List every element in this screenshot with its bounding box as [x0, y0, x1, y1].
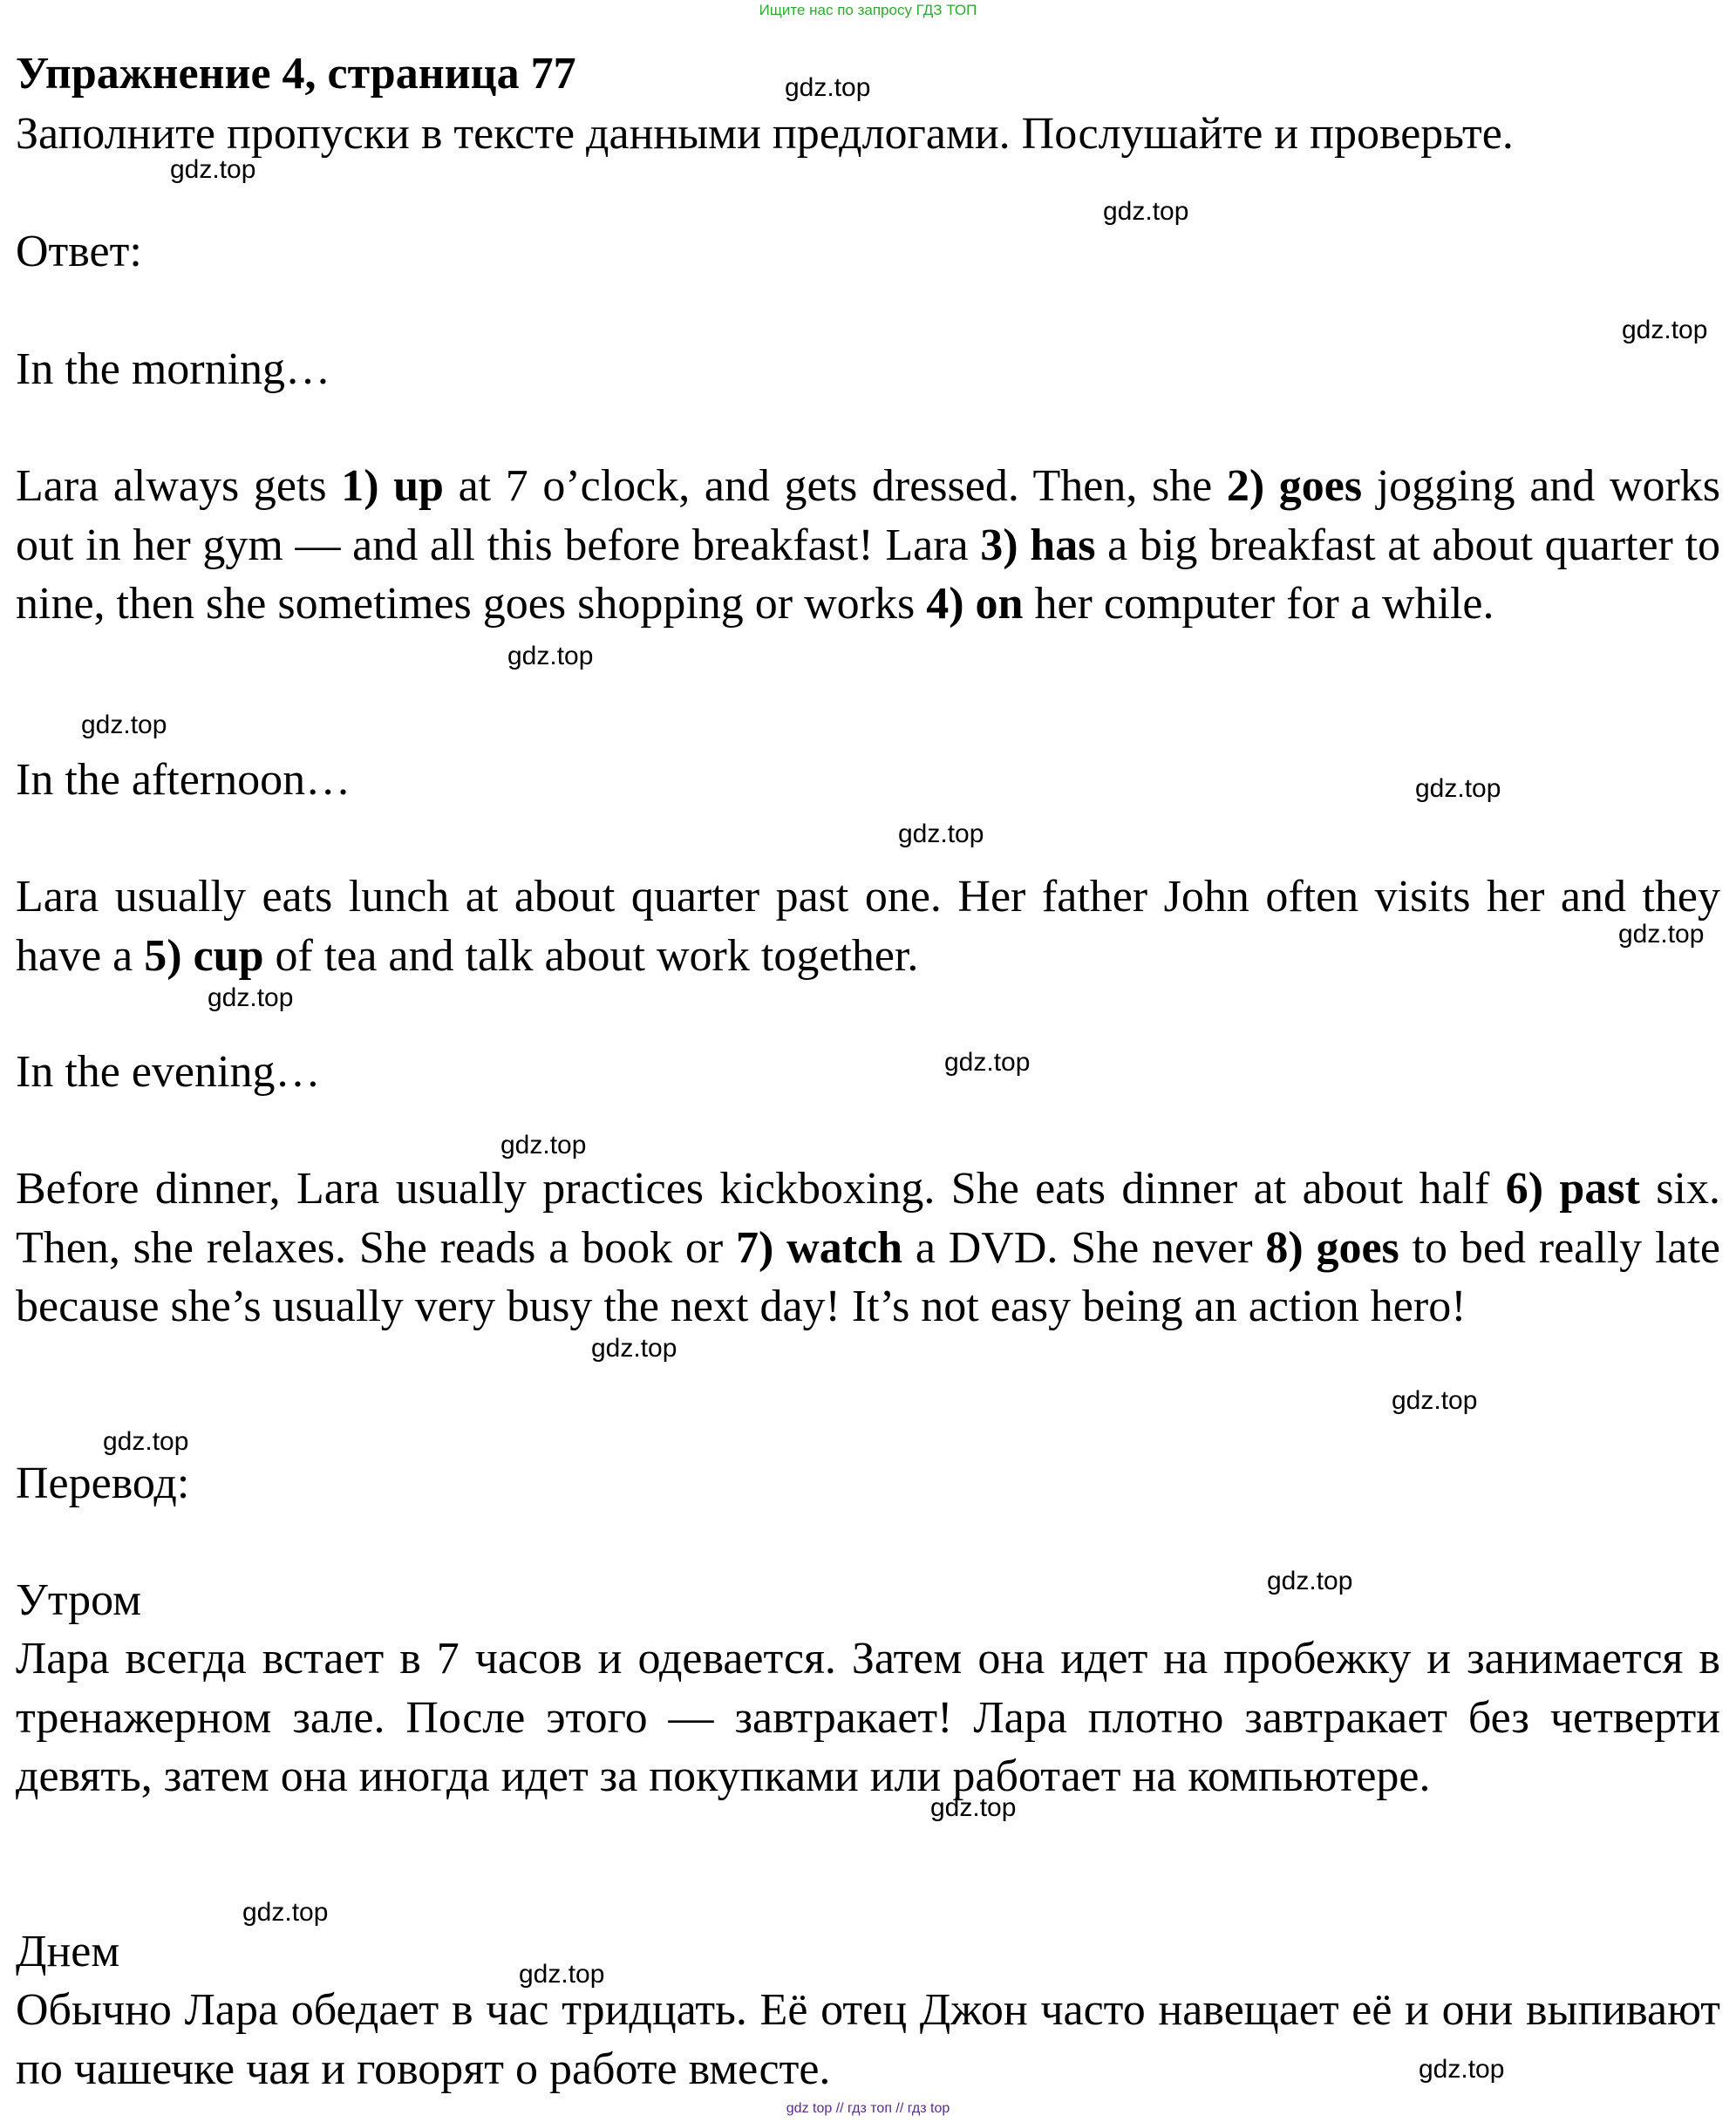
watermark: gdz.top [1392, 1386, 1478, 1415]
evening-heading: In the evening… [16, 1047, 321, 1097]
watermark: gdz.top [103, 1427, 189, 1456]
answer-8: 8) goes [1265, 1222, 1399, 1273]
watermark: gdz.top [944, 1048, 1031, 1077]
watermark: gdz.top [930, 1793, 1017, 1822]
watermark: gdz.top [1103, 197, 1189, 226]
watermark: gdz.top [898, 820, 984, 848]
morning-heading: In the morning… [16, 344, 331, 394]
answer-6: 6) past [1505, 1164, 1640, 1214]
watermark: gdz.top [1419, 2055, 1505, 2084]
top-banner: Ищите нас по запросу ГДЗ ТОП [759, 2, 977, 18]
watermark: gdz.top [208, 983, 294, 1012]
evening-paragraph: Before dinner, Lara usually practices kickboxing. She eats dinner at about half 6) past six. Then, she relaxes. She reads a book or 7) watch a DVD. She never 8) goes to bed really late because she’s usually very busy the next day! It’s not easy being an action hero! [16, 1164, 1721, 1331]
morning-ru-paragraph: Лара всегда встает в 7 часов и одевается. Затем она идет на пробежку и занимается в тренажерном зале. После этого — завтракает! Лара плотно завтракает без четверти девять, затем она иногда идет за покупками или работает на компьютере. [16, 1634, 1720, 1801]
morning-paragraph: Lara always gets 1) up at 7 o’clock, and gets dressed. Then, she 2) goes jogging and works out in her gym — and all this before breakfast! Lara 3) has a big breakfast at about quarter to nine, then she sometimes goes shopping or works 4) on her computer for a while. [16, 461, 1721, 629]
exercise-title: Упражнение 4, страница 77 [16, 49, 576, 99]
watermark: gdz.top [1267, 1567, 1353, 1595]
watermark: gdz.top [591, 1334, 677, 1363]
morning-ru-heading: Утром [16, 1575, 142, 1625]
watermark: gdz.top [785, 73, 871, 102]
watermark: gdz.top [519, 1960, 605, 1989]
answer-label: Ответ: [16, 227, 142, 276]
answer-5: 5) cup [144, 930, 264, 981]
answer-2: 2) goes [1226, 461, 1363, 511]
watermark: gdz.top [242, 1898, 329, 1927]
answer-3: 3) has [980, 520, 1096, 570]
answer-1: 1) up [341, 461, 444, 511]
watermark: gdz.top [500, 1131, 587, 1160]
watermark: gdz.top [1618, 920, 1705, 949]
afternoon-ru-paragraph: Обычно Лара обедает в час тридцать. Её отец Джон часто навещает её и они выпивают по чашечке чая и говорят о работе вместе. [16, 1985, 1720, 2094]
watermark: gdz.top [1622, 316, 1708, 344]
answer-7: 7) watch [736, 1222, 903, 1273]
afternoon-paragraph: Lara usually eats lunch at about quarter past one. Her father John often visits her and they have a 5) cup of tea and talk about work together. [16, 872, 1720, 981]
watermark: gdz.top [170, 155, 256, 184]
afternoon-ru-heading: Днем [16, 1927, 120, 1976]
afternoon-heading: In the afternoon… [16, 755, 351, 805]
watermark: gdz.top [81, 711, 167, 739]
watermark: gdz.top [507, 642, 594, 670]
task-text: Заполните пропуски в тексте данными предлогами. Послушайте и проверьте. [16, 109, 1514, 159]
footer-watermark: gdz top // гдз топ // гдз top [786, 2101, 950, 2116]
translation-label: Перевод: [16, 1459, 190, 1508]
watermark: gdz.top [1415, 774, 1501, 803]
answer-4: 4) on [926, 579, 1024, 629]
